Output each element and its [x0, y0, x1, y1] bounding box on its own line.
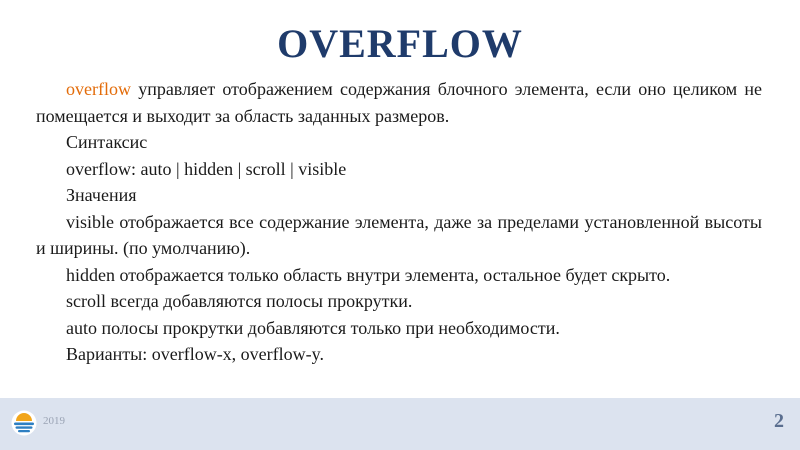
sun-waves-logo-icon	[11, 410, 37, 436]
paragraph-auto: auto полосы прокрутки добавляются только при необходимости.	[66, 317, 560, 338]
footer-year: 2019	[43, 415, 65, 427]
definition-text: управляет отображением содержания блочного элемента, если оно целиком не помещается и выходит за область заданных размеров.	[36, 79, 762, 126]
page-number: 2	[774, 410, 784, 432]
paragraph-hidden: hidden отображается только область внутри элемента, остальное будет скрыто.	[66, 264, 671, 285]
paragraph-scroll: scroll всегда добавляются полосы прокрутки.	[66, 291, 413, 311]
paragraph-definition	[36, 76, 762, 129]
paragraph-values-heading: Значения	[66, 185, 137, 205]
paragraph-visible: visible отображается все содержание элемента, даже за пределами установленной высоты и ширины. (по умолчанию).	[36, 211, 762, 258]
paragraph-variants: Варианты: overflow-x, overflow-y.	[66, 344, 324, 364]
paragraph-syntax: overflow: auto | hidden | scroll | visible	[66, 158, 347, 179]
slide-body	[36, 76, 762, 368]
keyword-overflow: overflow	[66, 79, 131, 99]
footer-bar	[0, 398, 800, 450]
paragraph-syntax-heading: Синтаксис	[66, 132, 148, 152]
slide-title: OVERFLOW	[277, 21, 523, 66]
